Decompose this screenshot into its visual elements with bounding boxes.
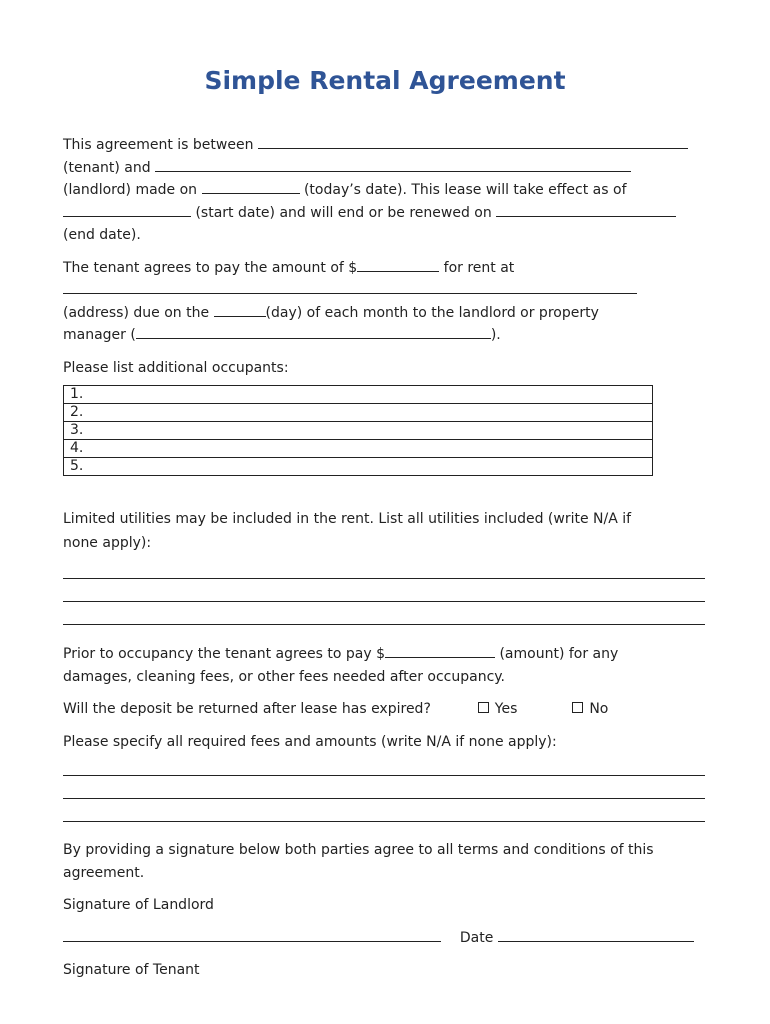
occupants-table — [63, 385, 653, 476]
start-date-text: (start date) and will end or be renewed on — [195, 204, 492, 221]
no-option[interactable] — [572, 701, 608, 717]
date-blank[interactable] — [498, 927, 694, 942]
landlord-signature-label: Signature of Landlord — [63, 897, 214, 913]
tenant-text: (tenant) and — [63, 159, 151, 176]
deposit-text-2: damages, cleaning fees, or other fees needed after occupancy. — [63, 668, 506, 685]
address-blank[interactable] — [63, 279, 637, 294]
utilities-text: Limited utilities may be included in the rent. List all utilities included (write N/A if — [63, 511, 632, 527]
yes-checkbox[interactable] — [478, 702, 489, 713]
deposit-question-row — [63, 698, 708, 721]
effect-text: (today’s date). This lease will take effect as of — [303, 182, 627, 198]
no-checkbox[interactable] — [572, 702, 583, 713]
landlord-text: (landlord) made on — [63, 182, 198, 198]
end-date-text: (end date). — [63, 227, 141, 243]
parties-text: This agreement is between — [63, 137, 254, 153]
table-row[interactable] — [64, 404, 653, 422]
table-row[interactable] — [64, 440, 653, 458]
due-day-text: (day) of each month to the landlord or property — [265, 304, 599, 321]
parties-blank[interactable] — [258, 134, 688, 149]
deposit-amount-text: (amount) for any — [499, 646, 619, 662]
yes-label: Yes — [494, 701, 518, 717]
deposit-amount-blank[interactable] — [385, 643, 495, 658]
closing-section — [63, 839, 708, 884]
yes-option[interactable] — [478, 701, 518, 717]
todays-date-blank[interactable] — [202, 179, 300, 194]
tenant-signature-label: Signature of Tenant — [63, 962, 200, 978]
utilities-line[interactable] — [63, 556, 705, 579]
no-label: No — [589, 701, 609, 717]
landlord-signature-blank[interactable] — [63, 927, 441, 942]
deposit-question: Will the deposit be returned after lease has expired? — [63, 701, 431, 717]
occupant-cell[interactable]: 1. — [64, 386, 653, 404]
fees-line[interactable] — [63, 753, 705, 776]
rent-amount-blank[interactable] — [357, 257, 439, 272]
deposit-text: Prior to occupancy the tenant agrees to pay $ — [63, 646, 386, 662]
fees-section — [63, 731, 708, 823]
manager-close-text: ). — [490, 327, 501, 343]
page-title: Simple Rental Agreement — [204, 66, 566, 95]
date-label: Date — [459, 929, 494, 946]
utilities-section — [63, 508, 708, 625]
occupant-cell[interactable]: 4. — [64, 440, 653, 458]
rent-at-text: for rent at — [443, 259, 515, 276]
fees-line[interactable] — [63, 776, 705, 799]
table-row[interactable] — [64, 458, 653, 476]
landlord-signature-row — [63, 927, 708, 950]
rent-section — [63, 257, 708, 347]
occupants-section — [63, 357, 708, 477]
table-row[interactable] — [64, 386, 653, 404]
utilities-line[interactable] — [63, 602, 705, 625]
occupant-cell[interactable]: 5. — [64, 458, 653, 476]
end-date-blank[interactable] — [496, 202, 676, 217]
fees-line[interactable] — [63, 799, 705, 822]
closing-text: By providing a signature below both parties agree to all terms and conditions of this — [63, 842, 654, 858]
utilities-line[interactable] — [63, 579, 705, 602]
manager-text: manager ( — [63, 327, 136, 343]
utilities-text-2: none apply): — [63, 535, 152, 551]
rent-text: The tenant agrees to pay the amount of $ — [63, 259, 358, 276]
landlord-blank[interactable] — [155, 157, 631, 172]
due-day-blank[interactable] — [214, 302, 266, 317]
fees-label: Please specify all required fees and amounts (write N/A if none apply): — [63, 733, 557, 750]
start-date-blank[interactable] — [63, 202, 191, 217]
manager-blank[interactable] — [136, 324, 491, 339]
closing-text-2: agreement. — [63, 864, 145, 881]
address-text: (address) due on the — [63, 304, 210, 321]
occupants-label: Please list additional occupants: — [63, 359, 289, 376]
deposit-section — [63, 643, 708, 688]
occupant-cell[interactable]: 2. — [64, 404, 653, 422]
occupant-cell[interactable]: 3. — [64, 422, 653, 440]
agreement-body — [63, 134, 708, 982]
parties-section — [63, 134, 708, 247]
table-row[interactable] — [64, 422, 653, 440]
